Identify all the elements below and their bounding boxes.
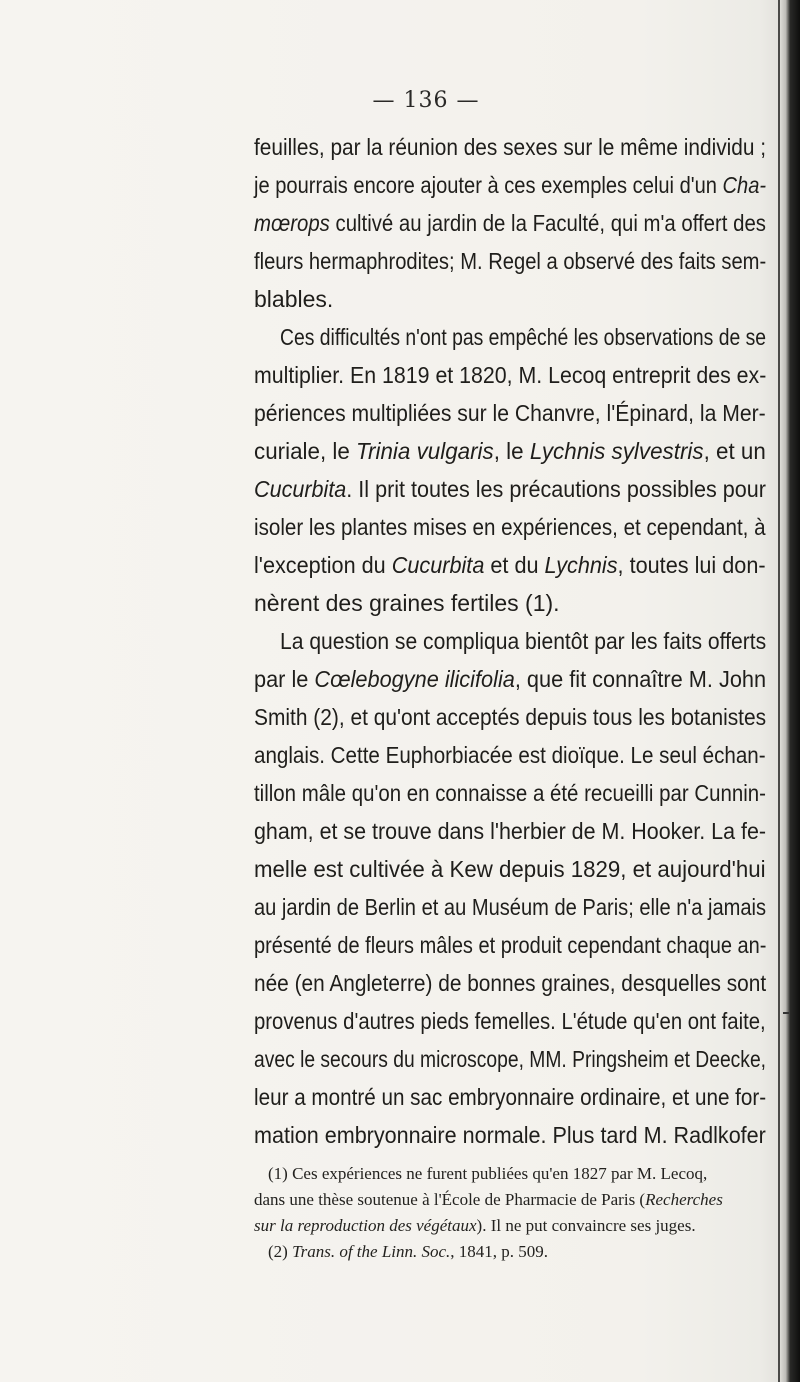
text-line-17: anglais. Cette Euphorbiacée est dioïque. Le seul échan- xyxy=(254,742,766,768)
running-head: — 136 — xyxy=(372,88,480,113)
footnote-1-line-3: sur la reproduction des végétaux). Il ne put convaincre ses juges. xyxy=(254,1216,696,1235)
text-line-27: mation embryonnaire normale. Plus tard M. Radlkofer xyxy=(254,1122,766,1148)
margin-mark xyxy=(783,1012,789,1014)
text-line-19: gham, et se trouve dans l'herbier de M. Hooker. La fe- xyxy=(254,818,767,844)
footnote-2: (2) Trans. of the Linn. Soc., 1841, p. 509. xyxy=(268,1242,549,1261)
text-line-12: l'exception du Cucurbita et du Lychnis, toutes lui don- xyxy=(254,552,766,578)
text-line-23: née (en Angleterre) de bonnes graines, desquelles sont xyxy=(254,970,767,996)
text-line-13: nèrent des graines fertiles (1). xyxy=(254,590,560,616)
text-line-16: Smith (2), et qu'ont acceptés depuis tous les botanistes xyxy=(254,704,767,730)
text-line-10: Cucurbita. Il prit toutes les précautions possibles pour xyxy=(254,476,766,502)
page-edge-line xyxy=(778,0,780,1382)
text-line-8: périences multipliées sur le Chanvre, l'Épinard, la Mer- xyxy=(254,400,766,426)
text-line-2: je pourrais encore ajouter à ces exemples celui d'un Cha- xyxy=(254,172,767,198)
text-line-26: leur a montré un sac embryonnaire ordinaire, et une for- xyxy=(254,1084,767,1110)
footnote-1-line-1: (1) Ces expériences ne furent publiées qu'en 1827 par M. Lecoq, xyxy=(268,1164,708,1183)
text-line-22: présenté de fleurs mâles et produit cependant chaque an- xyxy=(254,932,767,958)
text-line-15: par le Cœlebogyne ilicifolia, que fit connaître M. John xyxy=(254,666,767,692)
text-line-20: melle est cultivée à Kew depuis 1829, et aujourd'hui xyxy=(254,856,766,882)
text-line-7: multiplier. En 1819 et 1820, M. Lecoq entreprit des ex- xyxy=(254,362,767,388)
text-line-1: feuilles, par la réunion des sexes sur le même individu ; xyxy=(254,134,767,160)
text-line-6: Ces difficultés n'ont pas empêché les observations de se xyxy=(280,324,767,350)
text-line-5: blables. xyxy=(254,286,334,312)
page-edge-shadow xyxy=(778,0,800,1382)
text-line-18: tillon mâle qu'on en connaisse a été recueilli par Cunnin- xyxy=(254,780,766,806)
text-line-24: provenus d'autres pieds femelles. L'étude qu'en ont faite, xyxy=(254,1008,766,1034)
text-line-25: avec le secours du microscope, MM. Pringsheim et Deecke, xyxy=(254,1046,767,1072)
footnote-1-line-2: dans une thèse soutenue à l'École de Pharmacie de Paris (Recherches xyxy=(254,1190,723,1209)
text-line-3: mœrops cultivé au jardin de la Faculté, qui m'a offert des xyxy=(254,210,766,236)
text-line-11: isoler les plantes mises en expériences, et cependant, à xyxy=(254,514,766,540)
text-line-9: curiale, le Trinia vulgaris, le Lychnis sylvestris, et un xyxy=(254,438,766,464)
text-line-21: au jardin de Berlin et au Muséum de Paris; elle n'a jamais xyxy=(254,894,767,920)
text-line-4: fleurs hermaphrodites; M. Regel a observé des faits sem- xyxy=(254,248,767,274)
text-line-14: La question se compliqua bientôt par les faits offerts xyxy=(280,628,767,654)
